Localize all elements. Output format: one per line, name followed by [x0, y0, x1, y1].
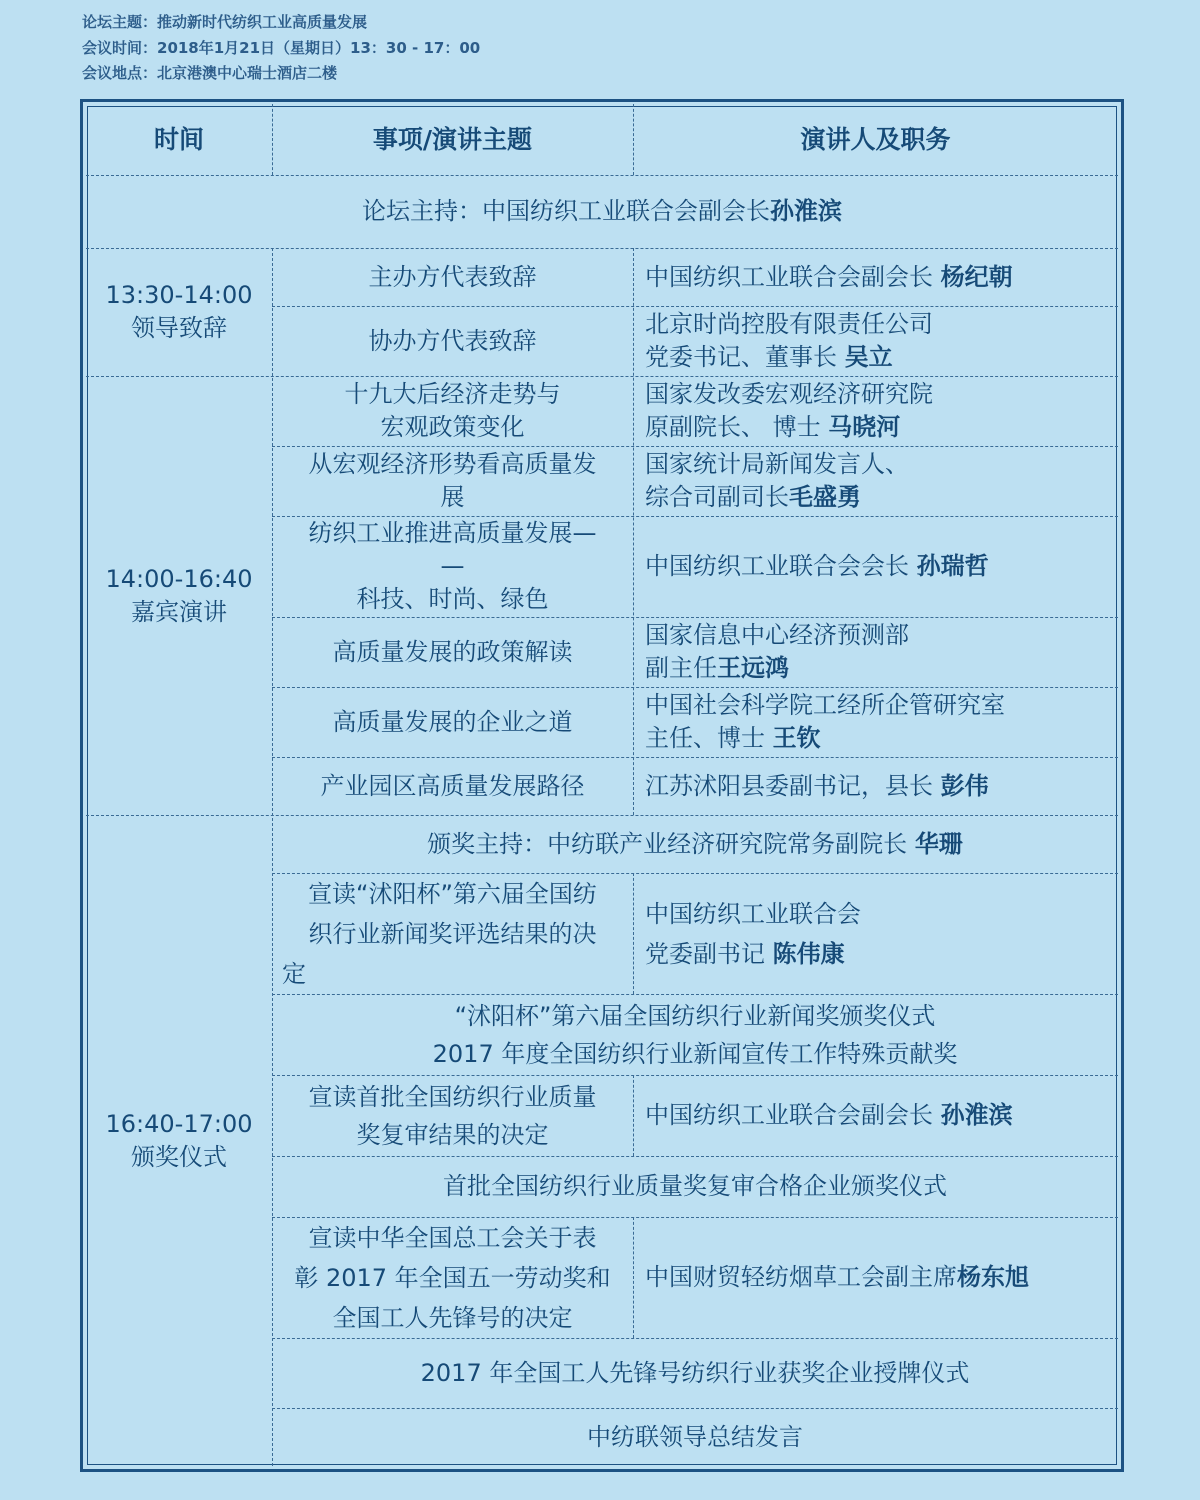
- agenda-speaker: 中国纺织工业联合会会长 孙瑞哲: [645, 552, 989, 580]
- section-time: 13:30-14:00: [105, 281, 253, 309]
- agenda-topic: 协办方代表致辞: [368, 326, 537, 355]
- agenda-speaker: 中国纺织工业联合会副会长 孙淮滨: [645, 1101, 1013, 1129]
- meeting-info: [82, 10, 480, 87]
- agenda-speaker: 中国纺织工业联合会副会长 杨纪朝: [645, 262, 1013, 291]
- agenda-speaker: 中国纺织工业联合会 党委副书记 陈伟康: [645, 899, 861, 968]
- agenda-speaker: 北京时尚控股有限责任公司 党委书记、董事长 吴立: [645, 310, 933, 371]
- agenda-topic: 从宏观经济形势看高质量发 展: [308, 450, 597, 511]
- agenda-topic: 产业园区高质量发展路径: [320, 771, 585, 800]
- agenda-topic: 宣读中华全国总工会关于表 彰 2017 年全国五一劳动奖和 全国工人先锋号的决定: [294, 1223, 611, 1332]
- section-label: 嘉宾演讲: [131, 597, 227, 626]
- section-time: 16:40-17:00: [105, 1109, 253, 1138]
- agenda-topic: 宣读首批全国纺织行业质量 奖复审结果的决定: [308, 1082, 597, 1149]
- agenda-speaker: 中国财贸轻纺烟草工会副主席杨东旭: [645, 1263, 1029, 1291]
- agenda-speaker: 国家统计局新闻发言人、 综合司副司长毛盛勇: [645, 450, 909, 511]
- agenda-topic: 主办方代表致辞: [368, 262, 537, 291]
- header-speaker: 演讲人及职务: [800, 125, 951, 154]
- award-ceremony-row: “沭阳杯”第六届全国纺织行业新闻奖颁奖仪式 2017 年度全国纺织行业新闻宣传工作特殊贡献奖: [432, 1001, 958, 1068]
- forum-host-name: 孙淮滨: [770, 197, 842, 225]
- header-topic: 事项/演讲主题: [372, 125, 533, 154]
- meeting-time: 会议时间：2018年1月21日（星期日）13：30 - 17：00: [82, 38, 481, 57]
- section-label: 领导致辞: [131, 314, 227, 342]
- meeting-venue: 会议地点：北京港澳中心瑞士酒店二楼: [82, 64, 338, 82]
- agenda-speaker: 国家信息中心经济预测部 副主任王远鸿: [645, 621, 909, 682]
- agenda-speaker: 中国社会科学院工经所企管研究室 主任、博士 王钦: [645, 691, 1005, 752]
- award-host-row: 颁奖主持：中纺联产业经济研究院常务副院长 华珊: [427, 829, 963, 858]
- agenda-topic: 十九大后经济走势与 宏观政策变化: [344, 380, 561, 441]
- forum-host-row: 论坛主持：中国纺织工业联合会副会长孙淮滨: [362, 197, 842, 225]
- agenda-topic: 宣读“沭阳杯”第六届全国纺 织行业新闻奖评选结果的决 定: [282, 879, 597, 988]
- header-time: 时间: [153, 125, 204, 154]
- section-leader-speech: [86, 248, 272, 376]
- agenda-speaker: 江苏沭阳县委副书记，县长 彭伟: [645, 771, 989, 800]
- section-label: 颁奖仪式: [131, 1142, 227, 1171]
- section-guest-speech: [86, 376, 272, 815]
- closing-speech-row: 中纺联领导总结发言: [587, 1422, 803, 1451]
- award-ceremony-row: 首批全国纺织行业质量奖复审合格企业颁奖仪式: [443, 1172, 947, 1200]
- award-ceremony-row: 2017 年全国工人先锋号纺织行业获奖企业授牌仪式: [420, 1358, 970, 1387]
- agenda-topic: 高质量发展的政策解读: [332, 637, 573, 666]
- agenda-speaker: 国家发改委宏观经济研究院 原副院长、 博士 马晓河: [645, 380, 933, 441]
- agenda-topic: 高质量发展的企业之道: [332, 707, 573, 736]
- section-time: 14:00-16:40: [105, 564, 253, 593]
- section-award-ceremony: [86, 815, 272, 1466]
- forum-topic: 论坛主题：推动新时代纺织工业高质量发展: [82, 13, 368, 31]
- agenda-topic: 纺织工业推进高质量发展— — 科技、时尚、绿色: [308, 519, 597, 613]
